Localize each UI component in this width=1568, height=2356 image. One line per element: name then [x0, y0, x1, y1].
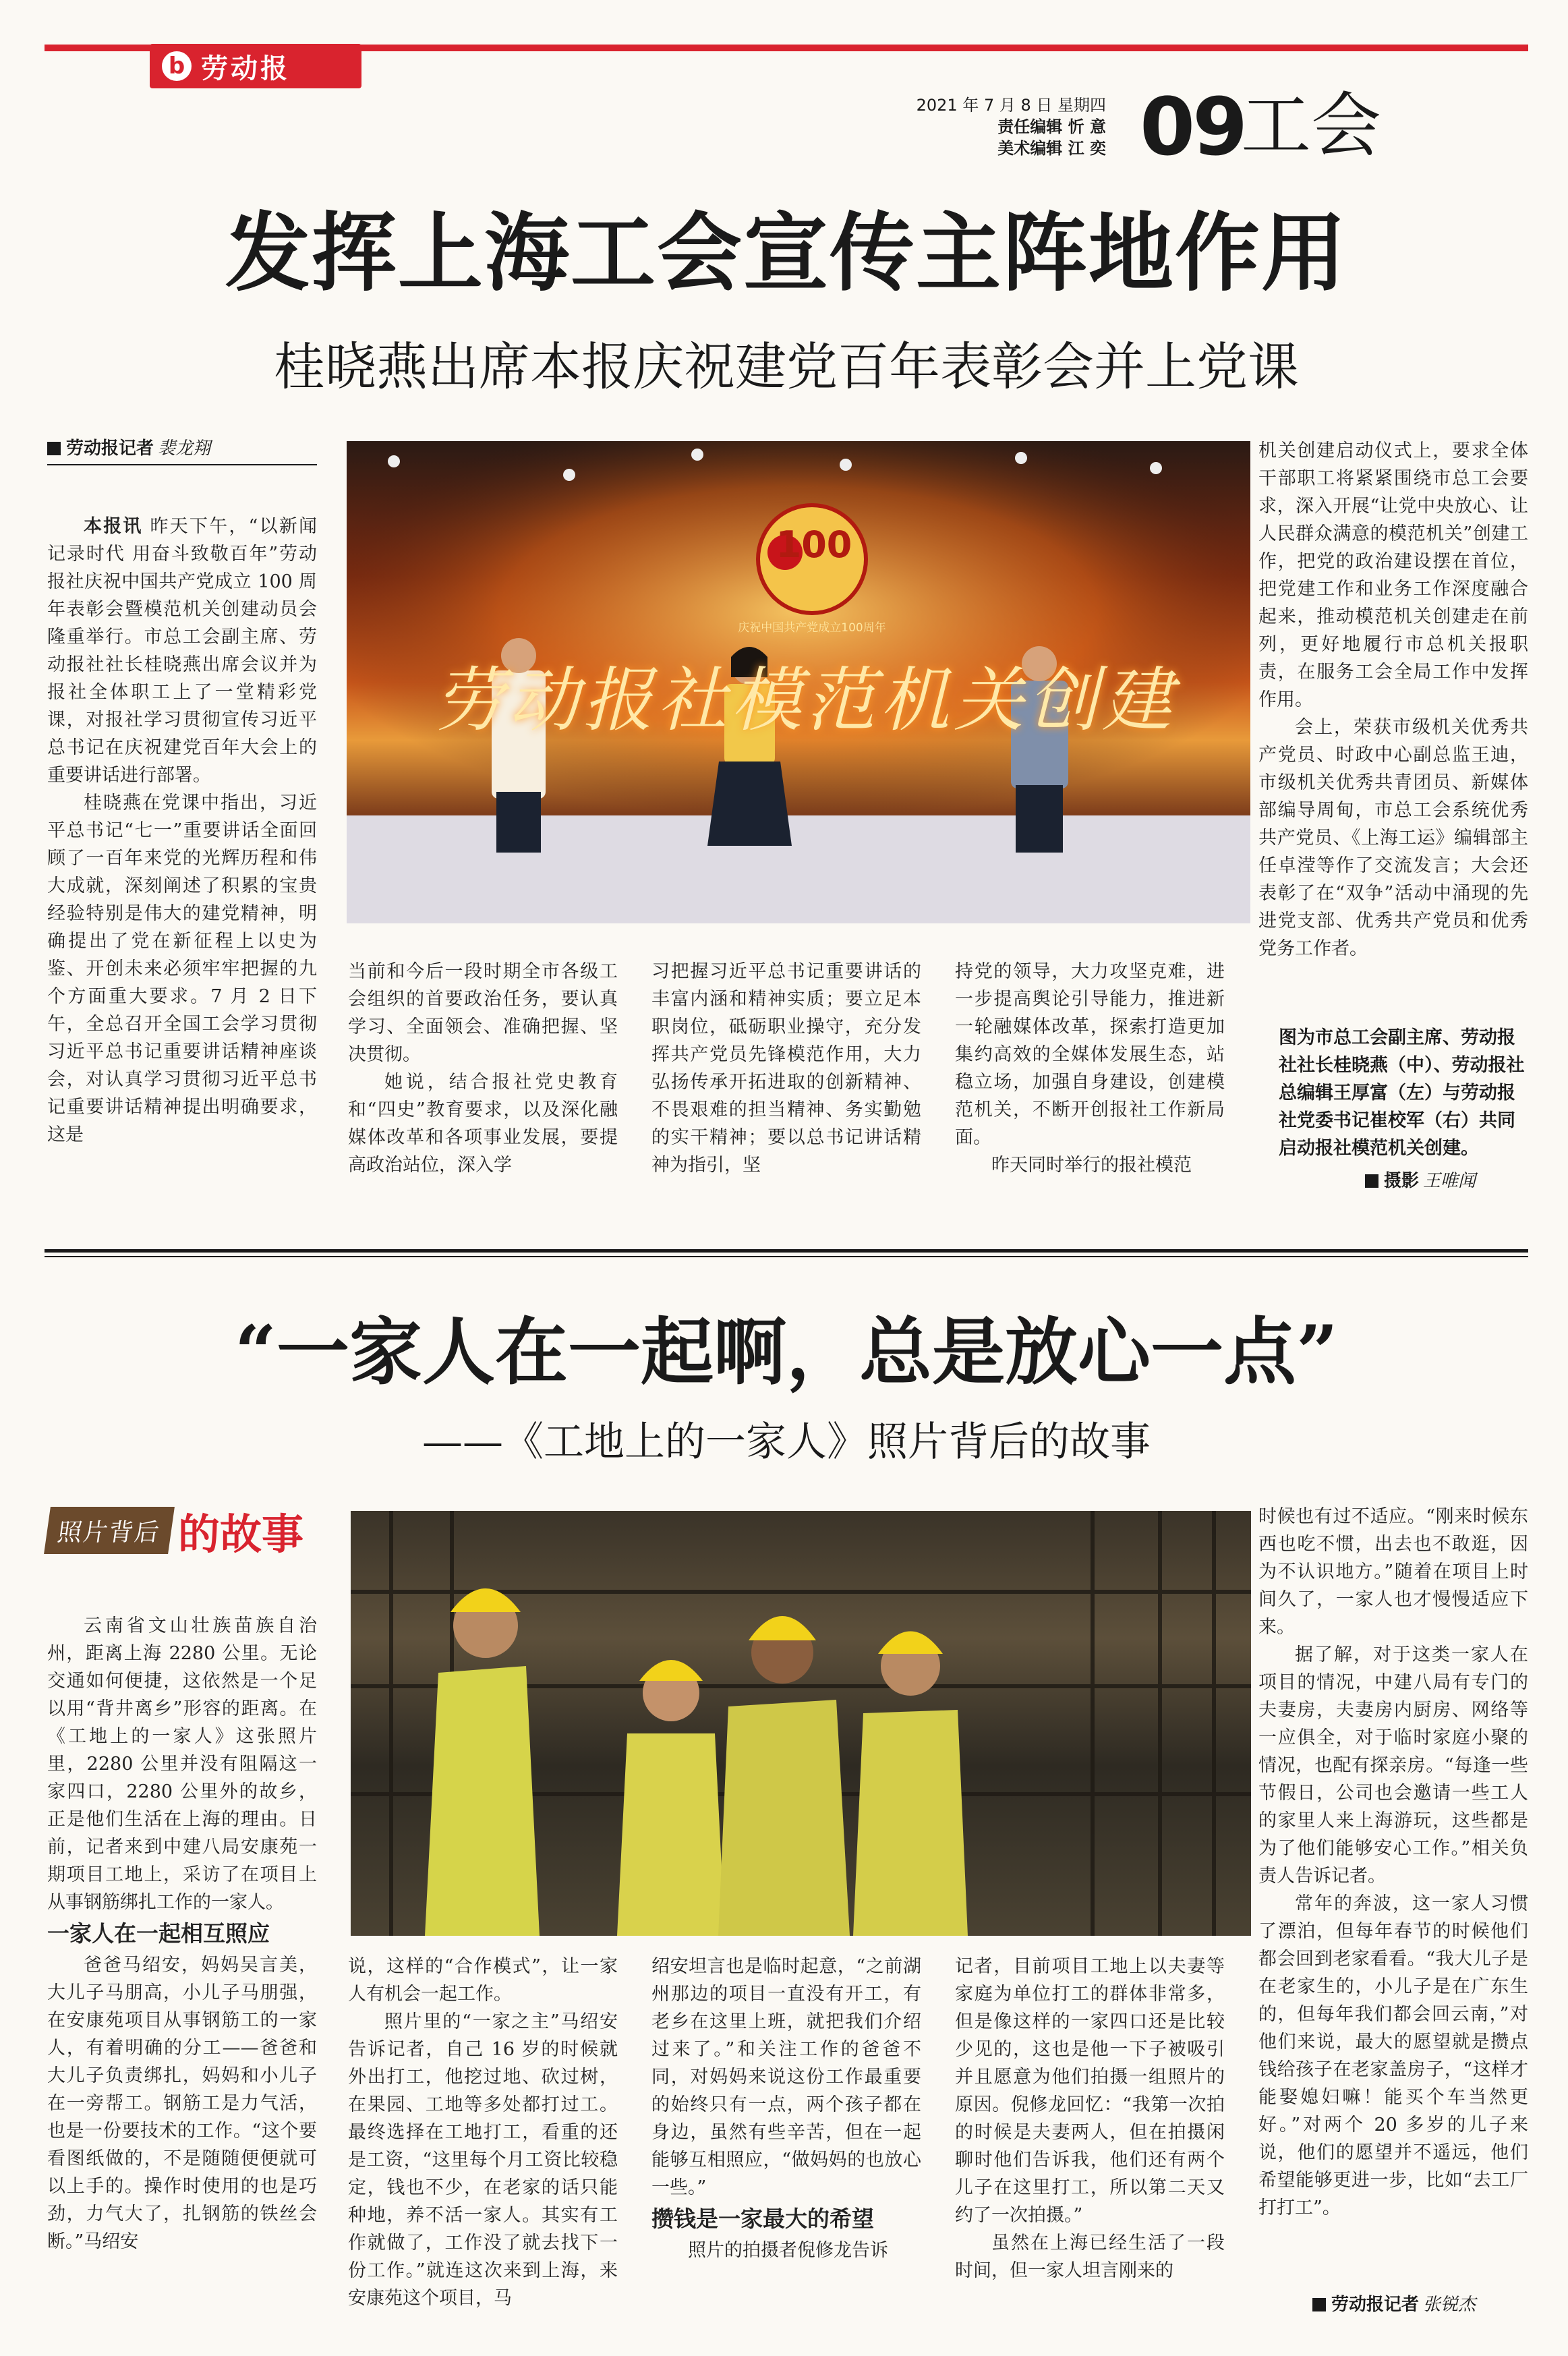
photo-credit-name: 王唯闻	[1423, 1171, 1476, 1191]
article1-col1-p1: 昨天下午，“以新闻记录时代 用奋斗致敬百年”劳动报社庆祝中国共产党成立 100 周年表彰会暨模范机关创建动员会隆重举行。市总工会副主席、劳动报社社长桂晓燕出席会议并为报社全体职工上了一堂精彩党课，对报社学习贯彻宣传习近平总书记在庆祝建党百年大会上的重要讲话进行部署。	[47, 516, 317, 786]
article1-byline	[47, 437, 317, 465]
article2-col3-p2: 照片的拍摄者倪修龙告诉	[688, 2240, 888, 2261]
article2-col5-p3: 常年的奔波，这一家人习惯了漂泊，但每年春节的时候他们都会回到老家看看。“我大儿子是在老家生的，小儿子是在广东生的，但每年我们都会回云南，”对他们来说，最大的愿望就是攒点钱给孩子在老家盖房子，“这样才能娶媳妇嘛！能买个车当然更好。”对两个 20 多岁的儿子来说，他们的愿望并不遥远，他们希望能够更进一步，比如“去工厂打打工”。	[1258, 1893, 1528, 2218]
article2-col1-p2: 爸爸马绍安，妈妈吴言美，大儿子马朋高，小儿子马朋强，在安康苑项目从事钢筋工的一家人，有着明确的分工——爸爸和大儿子负责绑扎，妈妈和小儿子在一旁帮工。钢筋工是力气活，也是一份要技术的工作。“这个要看图纸做的，不是随随便便就可以上手的。操作时使用的也是巧劲，力气大了，扎钢筋的铁丝会断。”马绍安	[47, 1955, 317, 2252]
article1-col1	[47, 513, 317, 1201]
page-number: 09	[1140, 80, 1246, 173]
byline2-name: 张锐杰	[1423, 2295, 1476, 2315]
byline2-label: 劳动报记者	[1331, 2295, 1420, 2315]
article1-col5-p2: 会上，荣获市级机关优秀共产党员、时政中心副总监王迪，市级机关优秀共青团员、新媒体部编导周甸，市总工会系统优秀共产党员、《上海工运》编辑部主任卓滢等作了交流发言；大会还表彰了在“双争”活动中涌现的先进党支部、优秀共产党员和优秀党务工作者。	[1258, 717, 1528, 959]
article2-col5-p2: 据了解，对于这类一家人在项目的情况，中建八局有专门的夫妻房，夫妻房内厨房、网络等一应俱全，对于临时家庭小聚的情况，也配有探亲房。“每逢一些节假日，公司也会邀请一些工人的家里人来上海游玩，这些都是为了他们能够安心工作。”相关负责人告诉记者。	[1258, 1644, 1528, 1887]
article2-headline: “一家人在一起啊，总是放心一点”	[234, 1310, 1339, 1395]
article1-col3-p1: 习把握习近平总书记重要讲话的丰富内涵和精神实质；要立足本职岗位，砥砺职业操守，充分发挥共产党员先锋模范作用，大力弘扬传承开拓进取的创新精神、不畏艰难的担当精神、务实勤勉的实干精神；要以总书记讲话精神为指引，坚	[651, 961, 921, 1176]
article1-col3	[651, 958, 921, 1201]
story-tag-suffix: 的故事	[178, 1509, 304, 1559]
photo-credit-label: 摄影	[1384, 1171, 1420, 1191]
article2-col4	[955, 1953, 1225, 2324]
photo-banner-text: 劳动报社模范机关创建	[434, 659, 1176, 741]
worker-4	[853, 1632, 968, 1936]
article2-col1	[47, 1612, 317, 2320]
masthead-name: 劳动报	[201, 52, 290, 84]
story-tag-box: 照片背后	[44, 1507, 175, 1554]
byline2-square-icon	[1312, 2298, 1326, 2311]
article2-col2-p2: 照片里的“一家之主”马绍安告诉记者，自己 16 岁的时候就外出打工，他挖过地、砍过树，在果园、工地等多处都打过工。最终选择在工地打工，看重的还是工资，“这里每个月工资比较稳定，钱也不少，在老家的话只能种地，养不活一家人。其实有工作就做了，工作没了就去找下一份工作。”就连这次来到上海，来安康苑这个项目，马	[348, 2011, 618, 2309]
article2-col3-p1: 绍安坦言也是临时起意，“之前湖州那边的项目一直没有开工，有老乡在这里上班，就把我们介绍过来了。”和关注工作的爸爸不同，对妈妈来说这份工作最重要的始终只有一点，两个孩子都在身边，虽然有些辛苦，但在一起能够互相照应，“做妈妈的也放心一些。”	[651, 1956, 921, 2198]
byline-label: 劳动报记者	[66, 438, 154, 459]
photo-logo-number: 100	[776, 523, 852, 566]
issue-art-editor: 美术编辑 江 奕	[997, 139, 1106, 158]
masthead[interactable]	[150, 44, 361, 88]
issue-info	[816, 94, 1106, 159]
article1-caption: 图为市总工会副主席、劳动报社社长桂晓燕（中）、劳动报社总编辑王厚富（左）与劳动报社党委书记崔校军（右）共同启动报社模范机关创建。	[1279, 1027, 1525, 1159]
worker-1	[425, 1588, 540, 1936]
section-divider	[45, 1249, 1528, 1253]
article2-col1-heading: 一家人在一起相互照应	[47, 1920, 270, 1947]
section-name: 工会	[1241, 84, 1382, 167]
article2-col3-heading: 攒钱是一家最大的希望	[651, 2206, 874, 2232]
issue-editor: 责任编辑 忻 意	[997, 117, 1106, 136]
story-tag	[47, 1501, 317, 1560]
issue-date: 2021 年 7 月 8 日 星期四	[916, 96, 1106, 115]
worker-2	[617, 1660, 725, 1936]
article2-subhead: ——《工地上的一家人》照片背后的故事	[422, 1418, 1151, 1466]
section-divider-thin	[45, 1256, 1528, 1257]
article2-col5-p1: 时候也有过不适应。“刚来时候东西也吃不惯，出去也不敢逛，因为不认识地方。”随着在项目上时间久了，一家人也才慢慢适应下来。	[1258, 1506, 1528, 1638]
article1-col4-p1: 持党的领导，大力攻坚克难，进一步提高舆论引导能力，推进新一轮融媒体改革，探索打造更加集约高效的全媒体发展生态，站稳立场，加强自身建设，创建模范机关，不断开创报社工作新局面。	[955, 961, 1225, 1148]
article2-col2	[348, 1953, 618, 2324]
article1-col2	[348, 958, 618, 1201]
photo-credit-square-icon	[1365, 1174, 1378, 1188]
article1-col2-p1: 当前和今后一段时期全市各级工会组织的首要政治任务，要认真学习、全面领会、准确把握、坚决贯彻。	[348, 961, 618, 1065]
byline-name: 裴龙翔	[158, 438, 211, 459]
workers-photo-illustration	[351, 1511, 1251, 1936]
article1-col5	[1258, 437, 1528, 1017]
article2-col5	[1258, 1503, 1528, 2292]
article1-col4-p2: 昨天同时举行的报社模范	[991, 1155, 1192, 1176]
article1-subhead: 桂晓燕出席本报庆祝建党百年表彰会并上党课	[274, 337, 1299, 397]
masthead-logo-icon: b	[162, 51, 192, 81]
byline-square-icon	[47, 442, 61, 455]
article2-photo	[351, 1511, 1251, 1936]
photo-logo-text: 庆祝中国共产党成立100周年	[738, 621, 886, 635]
article1-photo	[347, 441, 1250, 923]
article1-photo-credit	[1365, 1170, 1476, 1193]
article1-col1-p2: 桂晓燕在党课中指出，习近平总书记“七一”重要讲话全面回顾了一百年来党的光辉历程和伟大成就，深刻阐述了积累的宝贵经验特别是伟大的建党精神，明确提出了党在新征程上以史为鉴、开创未来必须牢牢把握的九个方面重大要求。7 月 2 日下午，全总召开全国工会学习贯彻习近平总书记重要讲话精神座谈会，对认真学习贯彻习近平总书记重要讲话精神提出明确要求，这是	[47, 793, 317, 1145]
article1-lead: 本报讯	[84, 516, 143, 537]
article1-headline: 发挥上海工会宣传主阵地作用	[225, 203, 1347, 303]
article1-col5-p1: 机关创建启动仪式上，要求全体干部职工将紧紧围绕市总工会要求，深入开展“让党中央放心、让人民群众满意的模范机关”创建工作，把党的政治建设摆在首位，把党建工作和业务工作深度融合起来，推动模范机关创建走在前列，更好地履行市总机关报职责，在服务工会全局工作中发挥作用。	[1258, 440, 1528, 710]
worker-3	[718, 1616, 850, 1936]
article2-col2-p1: 说，这样的“合作模式”，让一家人有机会一起工作。	[348, 1956, 618, 2005]
article2-col4-p2: 虽然在上海已经生活了一段时间，但一家人坦言刚来的	[955, 2233, 1225, 2281]
article1-col2-p2: 她说，结合报社党史教育和“四史”教育要求，以及深化融媒体改革和各项事业发展，要提高政治站位，深入学	[348, 1072, 618, 1176]
article2-col3	[651, 1953, 921, 2324]
article2-byline	[1312, 2293, 1476, 2316]
article2-col1-p1: 云南省文山壮族苗族自治州，距离上海 2280 公里。无论交通如何便捷，这依然是一个足以用“背井离乡”形容的距离。在《工地上的一家人》这张照片里，2280 公里并没有阻隔这一家四口，2280 公里外的故乡，正是他们生活在上海的理由。日前，记者来到中建八局安康苑一期项目工地上，采访了在项目上从事钢筋绑扎工作的一家人。	[47, 1615, 317, 1913]
article2-col4-p1: 记者，目前项目工地上以夫妻等家庭为单位打工的群体非常多，但是像这样的一家四口还是比较少见的，这也是他一下子被吸引并且愿意为他们拍摄一组照片的原因。倪修龙回忆：“我第一次拍的时候是夫妻两人，但在拍摄闲聊时他们告诉我，他们还有两个儿子在这里打工，所以第二天又约了一次拍摄。”	[955, 1956, 1225, 2226]
article1-col4	[955, 958, 1225, 1201]
